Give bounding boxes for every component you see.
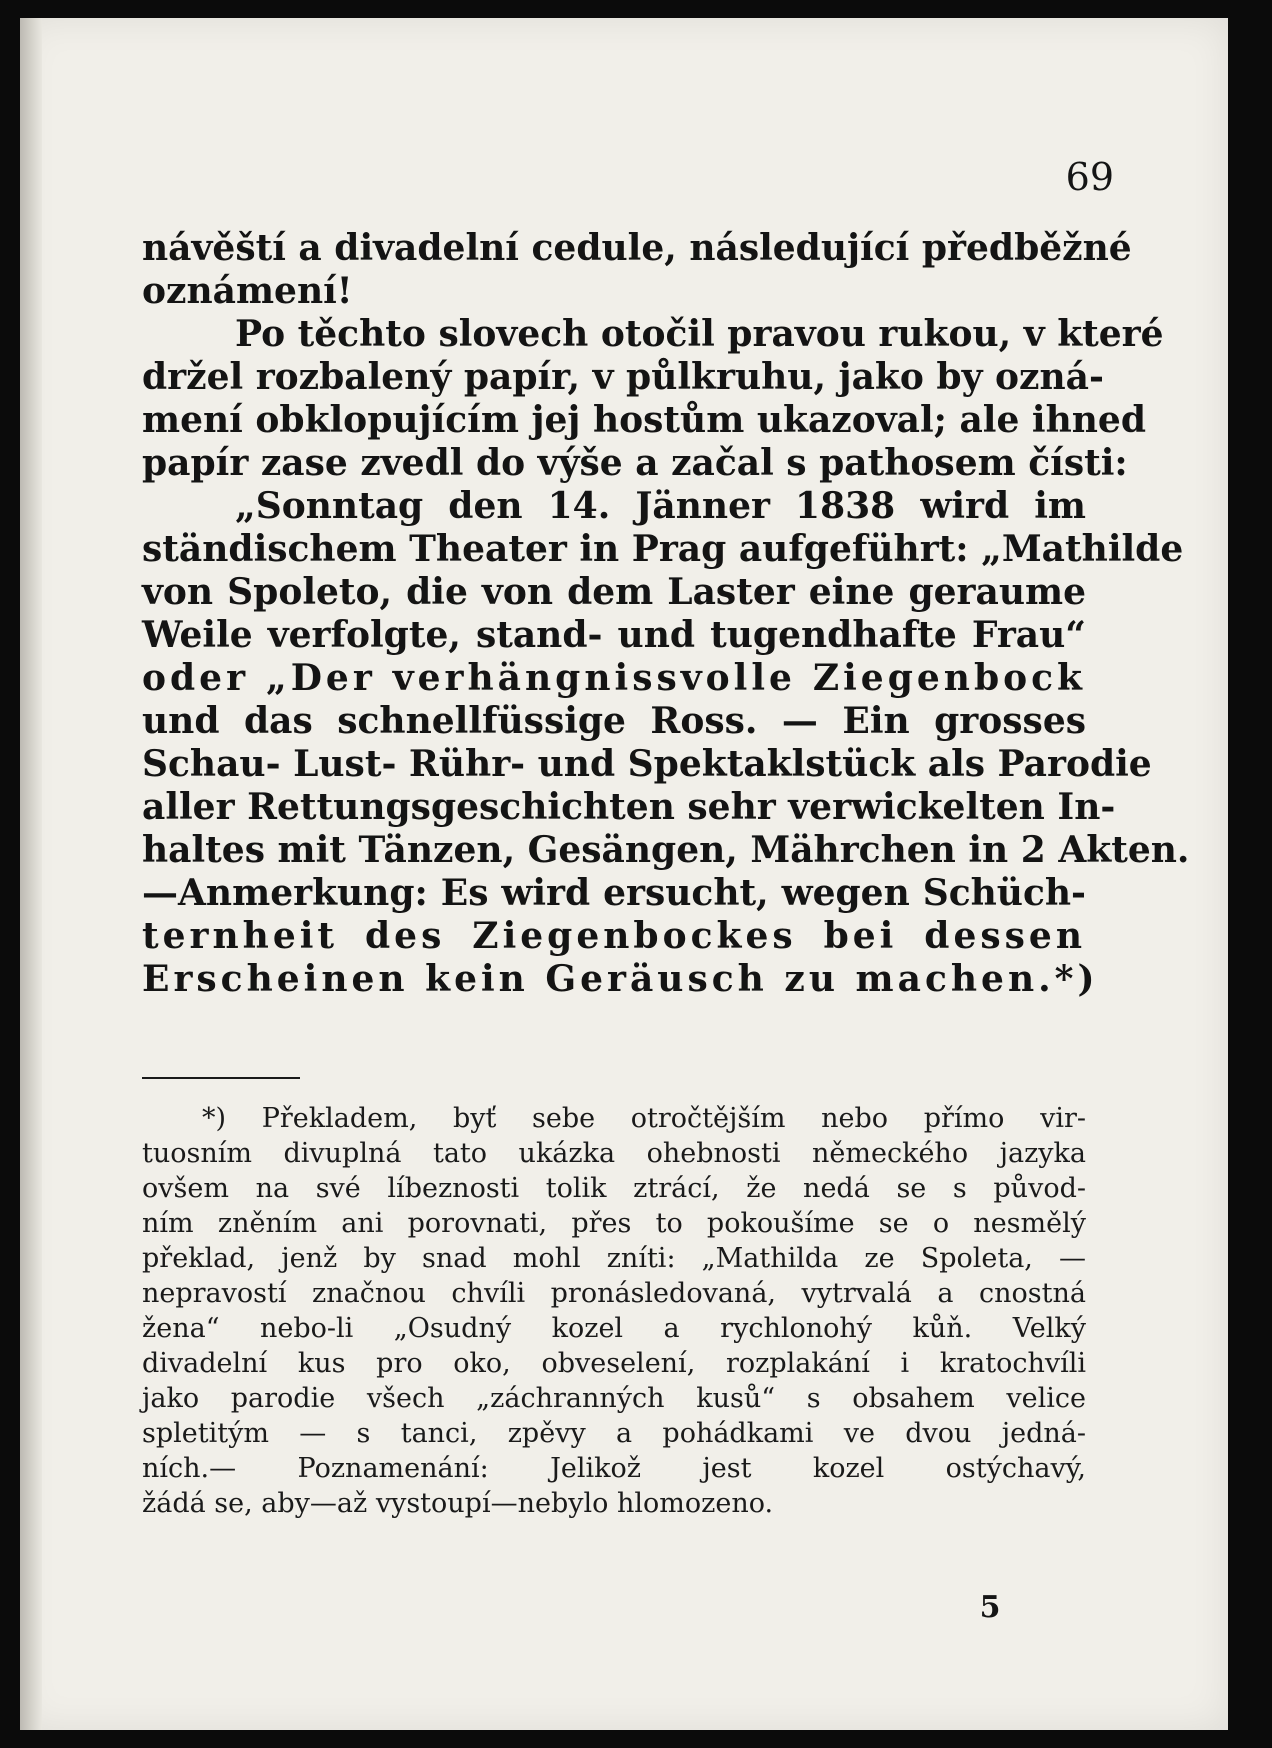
body-line: aller Rettungsgeschichten sehr verwickelten In- [142,786,1116,828]
body-line: von Spoleto, die von dem Laster eine geraume [142,571,1086,613]
body-line: mení obklopujícím jej hostům ukazoval; ale ihned [142,399,1147,441]
body-line: ternheit des Ziegenbockes bei dessen [142,915,1086,957]
footnote-line: ovšem na své líbeznosti tolik ztrácí, že nedá se s původ- [142,1173,1086,1204]
body-line: und das schnellfüssige Ross. — Ein grosses [142,700,1086,742]
footnote-line: nepravostí značnou chvíli pronásledovaná, vytrvalá a cnostná [142,1278,1086,1309]
body-line: Po těchto slovech otočil pravou rukou, v které [235,313,1164,355]
body-line: oznámení! [142,270,353,312]
footnote-line: spletitým — s tanci, zpěvy a pohádkami ve dvou jedná- [142,1418,1086,1449]
page-number: 69 [1065,155,1114,199]
body-line: oder „Der verhängnissvolle Ziegenbock [142,657,1086,699]
body-line: Schau- Lust- Rühr- und Spektaklstück als Parodie [142,743,1152,785]
footnote-line: žena“ nebo-li „Osudný kozel a rychlonohý kůň. Velký [142,1313,1086,1344]
body-line: ständischem Theater in Prag aufgeführt: „Mathilde [142,528,1184,570]
signature-mark: 5 [979,1590,1001,1625]
footnote-line: *) Překladem, byť sebe otročtějším nebo přímo vir- [202,1103,1086,1134]
footnote-line: ních.— Poznamenání: Jelikož jest kozel ostýchavý, [142,1453,1086,1484]
body-line: —Anmerkung: Es wird ersucht, wegen Schüch- [142,872,1086,914]
body-line: haltes mit Tänzen, Gesängen, Mährchen in 2 Akten. [142,829,1190,871]
footnote-line: ním zněním ani porovnati, přes to pokoušíme se o nesmělý [142,1208,1086,1239]
footnote-line: tuosním divuplná tato ukázka ohebnosti německého jazyka [142,1138,1086,1169]
body-line: „Sonntag den 14. Jänner 1838 wird im [235,485,1086,527]
body-line: návěští a divadelní cedule, následující předběžné [142,227,1132,269]
footnote-rule [142,1077,300,1079]
body-line: Erscheinen kein Geräusch zu machen.*) [142,958,1099,1000]
body-line: držel rozbalený papír, v půlkruhu, jako by ozná- [142,356,1104,398]
footnote-line: žádá se, aby—až vystoupí—nebylo hlomozeno. [142,1488,774,1519]
body-line: Weile verfolgte, stand- und tugendhafte Frau“ [142,614,1086,656]
binding-edge [20,18,42,1730]
body-line: papír zase zvedl do výše a začal s pathosem čísti: [142,442,1128,484]
footnote-line: divadelní kus pro oko, obveselení, rozplakání i kratochvíli [142,1348,1086,1379]
footnote-line: jako parodie všech „záchranných kusů“ s obsahem velice [142,1383,1086,1414]
footnote-line: překlad, jenž by snad mohl zníti: „Mathilda ze Spoleta, — [142,1243,1086,1274]
